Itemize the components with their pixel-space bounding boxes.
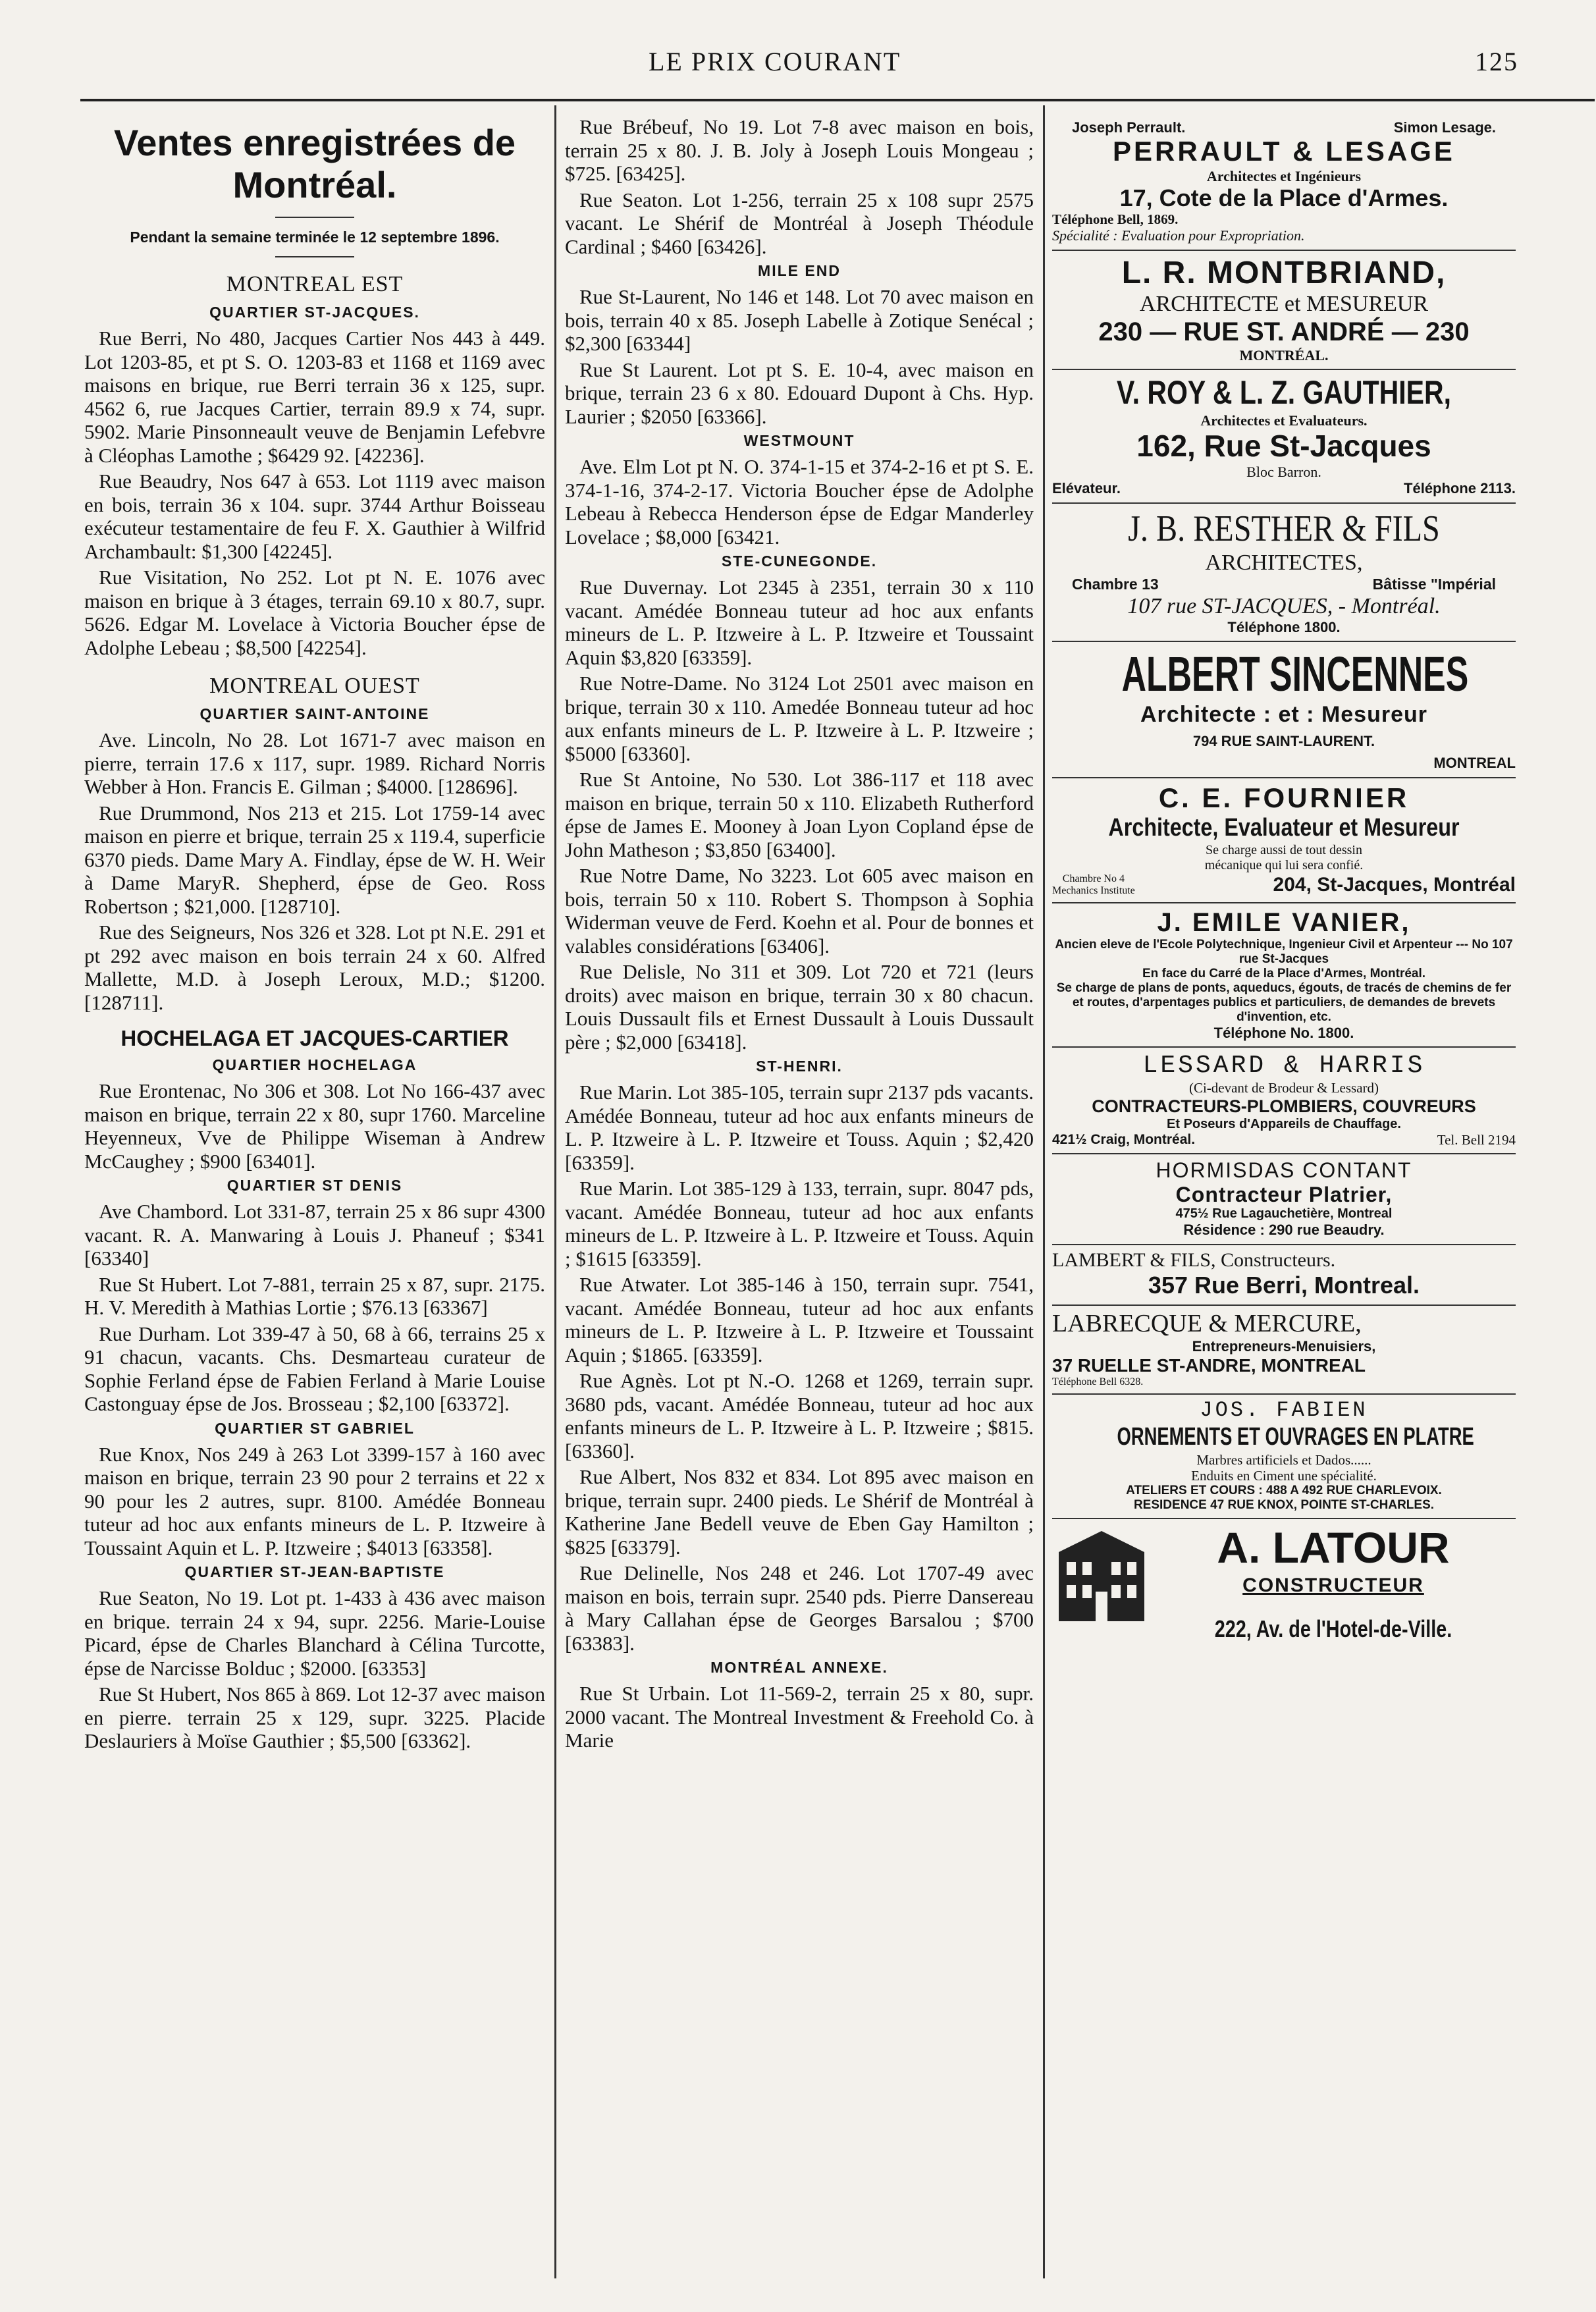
ad-address: 17, Cote de la Place d'Armes.: [1119, 184, 1449, 211]
ad-room: Chambre No 4: [1062, 873, 1125, 884]
district-heading: MONTRÉAL ANNEXE.: [710, 1659, 888, 1676]
ad-address: 204, St-Jacques, Montréal: [1273, 873, 1516, 896]
ad-workshop: ATELIERS ET COURS : 488 A 492 RUE CHARLEVOIX.: [1126, 1483, 1442, 1497]
column-divider: [1043, 105, 1045, 2278]
sale-entry: Rue Duvernay. Lot 2345 à 2351, terrain 30 x 110 vacant. Amédée Bonneau tuteur ad hoc aux enfants mineurs de L. P. Itzweire à L. P. Itzweire et Toussaint Aquin $3,820 [63359].: [565, 576, 1034, 669]
sale-entry: Rue Drummond, Nos 213 et 215. Lot 1759-14 avec maison en pierre et brique, terrain 25 x 119.4, superficie 6370 pieds. Dame Mary A. Findlay, épse de W. H. Weir à Dame MaryR. Shepherd, épse de Geo. Ross Robertson ; $21,000. [128710].: [84, 801, 545, 918]
sale-entry: Rue Notre-Dame. No 3124 Lot 2501 avec maison en brique, terrain 30 x 110. Amedée Bonneau tuteur ad hoc aux enfants mineurs de L. P. Itzweire à L. P. Itzweire ; $5000 [63360].: [565, 672, 1034, 765]
district-heading: MONTREAL OUEST: [209, 674, 420, 698]
ad-address: 107 rue ST-JACQUES, - Montréal.: [1127, 593, 1441, 618]
district-heading: HOCHELAGA ET JACQUES-CARTIER: [120, 1026, 509, 1050]
ad-role: Entrepreneurs-Menuisiers,: [1192, 1338, 1376, 1355]
ad-telephone: Téléphone Bell 6328.: [1052, 1376, 1144, 1387]
ad-note: mécanique qui lui sera confié.: [1204, 857, 1364, 873]
sale-entry: Rue Brébeuf, No 19. Lot 7-8 avec maison en bois, terrain 25 x 80. J. B. Joly à Joseph Louis Mongeau ; $725. [63425].: [565, 115, 1034, 185]
sale-entry: Ave Chambord. Lot 331-87, terrain 25 x 86 supr 4300 vacant. R. A. Manwaring à Louis J. Phaneuf ; $341 [63340]: [84, 1200, 545, 1270]
building-illustration: [1052, 1526, 1151, 1625]
ad-firm-name: LABRECQUE & MERCURE,: [1052, 1309, 1362, 1337]
ad-telephone: Téléphone Bell, 1869.: [1052, 211, 1179, 228]
column-sales-2: [565, 115, 1034, 2275]
ad-lambert: [1052, 1245, 1516, 1306]
district-heading: MILE END: [758, 262, 841, 279]
sale-entry: Rue Delinelle, Nos 248 et 246. Lot 1707-49 avec maison en bois, terrain supr. 2540 pds. Pierre Dansereau à Mary Callahan épse de Georges Barsalou ; $700 [63383].: [565, 1561, 1034, 1655]
ad-fabien: [1052, 1395, 1516, 1519]
ad-telephone: Téléphone 2113.: [1404, 480, 1516, 497]
sale-entry: Rue des Seigneurs, Nos 326 et 328. Lot pt N.E. 291 et pt 292 avec maison en bois terrain 24 x 60. Alfred Mallette, M.D. à Joseph Leroux, M.D.; $1200. [128711].: [84, 921, 545, 1014]
ad-role: CONSTRUCTEUR: [1242, 1574, 1424, 1596]
ad-building: Bâtisse "Impérial: [1372, 576, 1496, 593]
sale-entry: Rue Seaton. Lot 1-256, terrain 25 x 108 supr 2575 vacant. Le Shérif de Montréal à Joseph Théodule Cardinal ; $460 [63426].: [565, 188, 1034, 258]
ad-elevator: Elévateur.: [1052, 480, 1121, 497]
page-number: 125: [1475, 47, 1518, 76]
ad-role: CONTRACTEURS-PLOMBIERS, COUVREURS: [1092, 1096, 1476, 1116]
ad-address: 794 RUE SAINT-LAURENT.: [1192, 733, 1375, 750]
sale-entry: Rue Agnès. Lot pt N.-O. 1268 et 1269, terrain supr. 3680 pds, vacant. Amédée Bonneau, tuteur ad hoc aux enfants mineurs de L. P. Itzweire à L. P. Itzweire ; $815. [63360].: [565, 1369, 1034, 1463]
district-heading: WESTMOUNT: [743, 432, 855, 449]
ad-telephone: Tel. Bell 2194: [1437, 1131, 1516, 1148]
ad-firm-name: JOS. FABIEN: [1200, 1398, 1368, 1423]
ad-role: Architectes et Ingénieurs: [1206, 167, 1362, 184]
sale-entry: Rue Knox, Nos 249 à 263 Lot 3399-157 à 160 avec maison en brique, terrain 23 90 pour 2 terrains et 22 x 90 pour les 2 autres, supr. 8100. Amédée Bonneau tuteur ad hoc aux enfants mineurs de L. P. Itzweire à Toussaint Aquin et L. P. Itzweire ; $4013 [63358].: [84, 1442, 545, 1559]
ad-resther: [1052, 504, 1516, 642]
ad-firm-name: C. E. FOURNIER: [1158, 782, 1410, 813]
ad-firm-name: J. EMILE VANIER,: [1157, 908, 1411, 938]
ad-firm-name: PERRAULT & LESAGE: [1113, 136, 1455, 167]
ad-note: Se charge aussi de tout dessin: [1206, 842, 1362, 857]
ad-credentials: Ancien eleve de l'Ecole Polytechnique, Ingenieur Civil et Arpenteur --- No 107 rue St-Jacques: [1055, 938, 1513, 967]
ad-firm-name: J. B. RESTHER & FILS: [1128, 508, 1440, 549]
ad-labrecque-mercure: [1052, 1306, 1516, 1395]
ad-address: 475½ Rue Lagauchetière, Montreal: [1175, 1206, 1393, 1222]
ward-heading: QUARTIER ST-JACQUES.: [209, 304, 420, 321]
ad-telephone: Téléphone No. 1800.: [1213, 1024, 1354, 1041]
ward-heading: QUARTIER ST-JEAN-BAPTISTE: [184, 1563, 445, 1580]
ad-role: Architecte, Evaluateur et Mesureur: [1108, 813, 1460, 842]
divider: [275, 217, 354, 218]
sale-entry: Rue St Laurent. Lot pt S. E. 10-4, avec maison en brique, terrain 23 6 x 80. Edouard Dupont à Chs. Hyp. Laurier ; $2050 [63366].: [565, 358, 1034, 428]
ad-sincennes: [1052, 642, 1516, 778]
ad-partner-name: Simon Lesage.: [1393, 119, 1496, 136]
sale-entry: Rue Beaudry, Nos 647 à 653. Lot 1119 avec maison en bois, terrain 36 x 104. supr. 3744 Arthur Boisseau exécuteur testamentaire de feu F. X. Gauthier à Wilfrid Archambault: $1,300 [42245].: [84, 470, 545, 563]
sale-entry: Rue St Hubert. Lot 7-881, terrain 25 x 87, supr. 2175. H. V. Meredith à Mathias Lortie ; $76.13 [63367]: [84, 1272, 545, 1319]
ad-latour: [1052, 1519, 1516, 1643]
ad-role: ORNEMENTS ET OUVRAGES EN PLATRE: [1117, 1422, 1474, 1451]
ad-building: Mechanics Institute: [1052, 885, 1135, 897]
ad-firm-name: LAMBERT & FILS, Constructeurs.: [1052, 1249, 1336, 1271]
sale-entry: Rue Albert, Nos 832 et 834. Lot 895 avec maison en brique, terrain supr. 2400 pieds. Le Shérif de Montréal à Katherine Jane Bedell veuve de Eben Gay Hamilton ; $825 [63379].: [565, 1465, 1034, 1559]
district-heading: STE-CUNEGONDE.: [721, 552, 878, 570]
ad-formerly: (Ci-devant de Brodeur & Lessard): [1188, 1080, 1379, 1096]
ad-firm-name: V. ROY & L. Z. GAUTHIER,: [1116, 374, 1452, 412]
sale-entry: Rue St Urbain. Lot 11-569-2, terrain 25 x 80, supr. 2000 vacant. The Montreal Investment & Freehold Co. à Marie: [565, 1682, 1034, 1752]
ad-address: 230 — RUE ST. ANDRÉ — 230: [1098, 317, 1470, 346]
sale-entry: Rue Erontenac, No 306 et 308. Lot No 166-437 avec maison en brique, terrain 22 x 80, supr 1760. Marceline Heyenneux, Vve de Philippe Wiseman à Andrew McCaughey ; $900 [63401].: [84, 1079, 545, 1173]
ad-fournier: [1052, 778, 1516, 904]
district-heading: ST-HENRI.: [756, 1058, 843, 1075]
ad-role: Architecte : et : Mesureur: [1140, 701, 1427, 727]
ad-residence: RESIDENCE 47 RUE KNOX, POINTE ST-CHARLES.: [1133, 1497, 1435, 1512]
ad-firm-name: ALBERT SINCENNES: [1121, 646, 1469, 701]
sale-entry: Rue Delisle, No 311 et 309. Lot 720 et 721 (leurs droits) avec maison en brique, terrain 30 x 80 chacun. Louis Dussault fils et Ernest Dussault à Louis Dussault père ; $2,000 [63418].: [565, 960, 1034, 1054]
ad-address: 421½ Craig, Montréal.: [1052, 1131, 1196, 1147]
ad-role: Contracteur Platrier,: [1175, 1182, 1393, 1206]
ad-city: MONTRÉAL.: [1239, 347, 1329, 363]
ad-perrault-lesage: [1052, 115, 1516, 251]
ad-firm-name: A. LATOUR: [1217, 1522, 1450, 1572]
ward-heading: QUARTIER SAINT-ANTOINE: [200, 705, 430, 722]
section-title: Ventes enregistrées de Montréal.: [113, 122, 516, 205]
ward-heading: QUARTIER ST GABRIEL: [215, 1419, 415, 1437]
header-rule: [80, 99, 1595, 101]
divider: [275, 256, 354, 257]
ad-subtitle: Et Poseurs d'Appareils de Chauffage.: [1167, 1116, 1401, 1131]
sale-entry: Ave. Lincoln, No 28. Lot 1671-7 avec maison en pierre, terrain 17.6 x 117, supr. 1989. Richard Norris Webber à Hon. Francis E. Gilman ; $4000. [128696].: [84, 728, 545, 798]
ad-building: Bloc Barron.: [1246, 463, 1321, 480]
ad-montbriand: [1052, 251, 1516, 371]
ad-services: Se charge de plans de ponts, aqueducs, égouts, de tracés de chemins de fer et routes, d'arpentages publics et particuliers, de demandes de brevets d'invention, etc.: [1056, 981, 1512, 1024]
sale-entry: Rue Atwater. Lot 385-146 à 150, terrain supr. 7541, vacant. Amédée Bonneau, tuteur ad hoc aux enfants mineurs de L. P. Itzweire à L. P. Itzweire et Toussaint Aquin ; $1865. [63359].: [565, 1273, 1034, 1366]
sale-entry: Ave. Elm Lot pt N. O. 374-1-15 et 374-2-16 et pt S. E. 374-1-16, 374-2-17. Victoria Boucher épse de Adolphe Lebeau à Rebecca Henderson épse de Edgar Manderley Lovelace ; $8,000 [63421.: [565, 455, 1034, 549]
section-subtitle: Pendant la semaine terminée le 12 septembre 1896.: [130, 229, 500, 246]
sale-entry: Rue Marin. Lot 385-105, terrain supr 2137 pds vacants. Amédée Bonneau, tuteur ad hoc aux enfants mineurs de L. P. Itzweire à L. P. Itzweire et Touss. Aquin ; $2,420 [63359].: [565, 1081, 1034, 1174]
sale-entry: Rue St Hubert, Nos 865 à 869. Lot 12-37 avec maison en pierre. terrain 25 x 129, supr. 3225. Placide Deslauriers à Moïse Gauthier ; $5,500 [63362].: [84, 1682, 545, 1752]
sale-entry: Rue Visitation, No 252. Lot pt N. E. 1076 avec maison en brique à 3 étages, terrain 69.10 x 80.7, supr. 5626. Edgar M. Lovelace à Victoria Boucher épse de Adolphe Lebeau ; $8,500 [42254].: [84, 566, 545, 659]
ad-city: MONTREAL: [1433, 755, 1516, 772]
ad-specialty: Spécialité : Evaluation pour Expropriation.: [1052, 227, 1305, 244]
ad-line: Enduits en Ciment une spécialité.: [1191, 1467, 1377, 1484]
sale-entry: Rue Marin. Lot 385-129 à 133, terrain, supr. 8047 pds, vacant. Amédée Bonneau, tuteur ad hoc aux enfants mineurs de L. P. Itzweire à L. P. Itzweire et Touss. Aquin ; $1615 [63359].: [565, 1177, 1034, 1270]
column-advertisements: [1052, 115, 1516, 2275]
page-header-title: LE PRIX COURANT: [649, 47, 901, 76]
column-sales-1: [84, 115, 545, 2275]
ward-heading: QUARTIER ST DENIS: [226, 1177, 403, 1194]
sale-entry: Rue Notre Dame, No 3223. Lot 605 avec maison en bois, terrain 50 x 110. Robert S. Thompson à Sophia Widerman veuve de Ferd. Koehn et al. Pour de bonnes et valables considérations [63406].: [565, 864, 1034, 957]
ad-line: Marbres artificiels et Dados......: [1196, 1451, 1371, 1468]
ad-role: ARCHITECTES,: [1205, 550, 1363, 575]
ad-roy-gauthier: [1052, 370, 1516, 503]
ad-address: 162, Rue St-Jacques: [1136, 429, 1431, 464]
ad-telephone: Téléphone 1800.: [1227, 618, 1341, 635]
sale-entry: Rue St-Laurent, No 146 et 148. Lot 70 avec maison en bois, terrain 40 x 85. Joseph Labelle à Zotique Senécal ; $2,300 [63344]: [565, 285, 1034, 355]
ad-address: 222, Av. de l'Hotel-de-Ville.: [1214, 1615, 1452, 1642]
ad-vanier: [1052, 903, 1516, 1047]
ad-firm-name: LESSARD & HARRIS: [1142, 1051, 1425, 1080]
ad-role: Architectes et Evaluateurs.: [1200, 412, 1368, 429]
ad-room: Chambre 13: [1072, 576, 1159, 593]
ad-firm-name: L. R. MONTBRIAND,: [1121, 255, 1447, 290]
column-divider: [554, 105, 556, 2278]
district-heading: MONTREAL EST: [226, 272, 404, 296]
ad-contant: [1052, 1154, 1516, 1245]
ad-residence: Résidence : 290 rue Beaudry.: [1183, 1222, 1385, 1239]
sale-entry: Rue St Antoine, No 530. Lot 386-117 et 118 avec maison en brique, terrain 50 x 110. Elizabeth Rutherford épse de James E. Mooney à Joan Lyon Copland épse de John Matheson ; $3,850 [63400].: [565, 768, 1034, 861]
ad-address: 357 Rue Berri, Montreal.: [1148, 1272, 1420, 1299]
sale-entry: Rue Berri, No 480, Jacques Cartier Nos 443 à 449. Lot 1203-85, et pt S. O. 1203-83 et 1168 et 1169 avec maisons en brique, rue Berri terrain 36 x 125, supr. 4562 6, rue Jacques Cartier, terrain 89.9 x 74, supr. 5902. Marie Pinsonneault veuve de Benjamin Lefebvre à Cléophas Lamothe ; $6429 92. [42236].: [84, 327, 545, 467]
ad-firm-name: HORMISDAS CONTANT: [1156, 1158, 1412, 1182]
ad-location: En face du Carré de la Place d'Armes, Montréal.: [1142, 967, 1426, 981]
ad-address: 37 RUELLE ST-ANDRE, MONTREAL: [1052, 1355, 1366, 1376]
ward-heading: QUARTIER HOCHELAGA: [212, 1056, 417, 1073]
ad-partner-name: Joseph Perrault.: [1072, 119, 1186, 136]
sale-entry: Rue Durham. Lot 339-47 à 50, 68 à 66, terrains 25 x 91 chacun, vacants. Chs. Desmarteau curateur de Sophie Ferland épse de Fabien Ferland à Marie Louise Castonguay épse de Jos. Brosseau ; $2,100 [63372].: [84, 1322, 545, 1415]
ad-role: ARCHITECTE et MESUREUR: [1139, 291, 1429, 316]
ad-lessard-harris: [1052, 1048, 1516, 1154]
sale-entry: Rue Seaton, No 19. Lot pt. 1-433 à 436 avec maison en brique. terrain 24 x 94, supr. 2256. Marie-Louise Picard, épse de Charles Blanchard à Célina Turcotte, épse de Narcisse Bolduc ; $2000. [63353]: [84, 1586, 545, 1680]
